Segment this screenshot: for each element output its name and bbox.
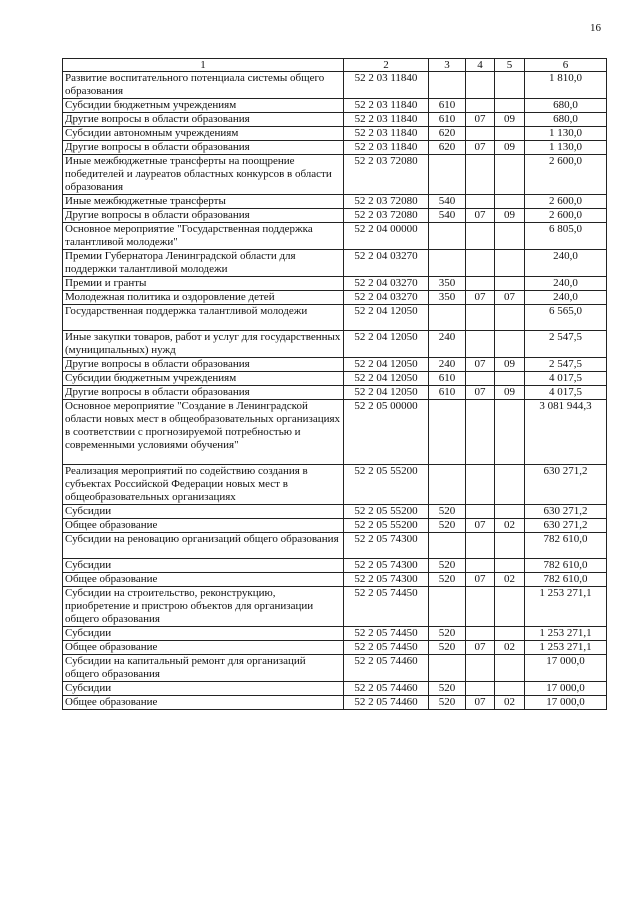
row-amount: 6 565,0 (525, 305, 607, 331)
row-subsection (495, 195, 525, 209)
table-row (63, 331, 607, 358)
table-row (63, 372, 607, 386)
row-name: Основное мероприятие "Государственная поддержка талантливой молодежи" (63, 223, 344, 250)
column-header-subsection: 5 (495, 59, 525, 72)
row-subsection (495, 99, 525, 113)
row-target-code: 52 2 03 11840 (344, 72, 429, 99)
row-expense-type (429, 533, 466, 559)
row-subsection: 09 (495, 209, 525, 223)
row-expense-type (429, 587, 466, 627)
row-name: Премии и гранты (63, 277, 344, 291)
row-expense-type (429, 72, 466, 99)
row-amount: 1 253 271,1 (525, 587, 607, 627)
row-subsection: 02 (495, 519, 525, 533)
row-amount: 3 081 944,3 (525, 400, 607, 465)
table-row (63, 682, 607, 696)
table-row (63, 519, 607, 533)
row-target-code: 52 2 05 74300 (344, 533, 429, 559)
row-name: Другие вопросы в области образования (63, 113, 344, 127)
row-section: 07 (466, 696, 495, 710)
table-row (63, 223, 607, 250)
row-name: Государственная поддержка талантливой молодежи (63, 305, 344, 331)
row-amount: 1 130,0 (525, 141, 607, 155)
row-subsection (495, 505, 525, 519)
row-section (466, 305, 495, 331)
row-subsection (495, 223, 525, 250)
row-subsection: 02 (495, 641, 525, 655)
row-name: Другие вопросы в области образования (63, 386, 344, 400)
row-amount: 782 610,0 (525, 533, 607, 559)
row-target-code: 52 2 05 55200 (344, 465, 429, 505)
row-section (466, 331, 495, 358)
row-expense-type: 240 (429, 358, 466, 372)
column-header-target-code: 2 (344, 59, 429, 72)
row-target-code: 52 2 05 74460 (344, 655, 429, 682)
row-target-code: 52 2 05 74460 (344, 696, 429, 710)
row-section (466, 400, 495, 465)
row-name: Субсидии бюджетным учреждениям (63, 99, 344, 113)
row-target-code: 52 2 04 12050 (344, 331, 429, 358)
row-target-code: 52 2 05 74300 (344, 573, 429, 587)
row-target-code: 52 2 03 11840 (344, 127, 429, 141)
row-section (466, 127, 495, 141)
row-expense-type (429, 250, 466, 277)
row-expense-type: 350 (429, 277, 466, 291)
row-amount: 6 805,0 (525, 223, 607, 250)
row-name: Субсидии (63, 559, 344, 573)
row-amount: 17 000,0 (525, 696, 607, 710)
row-expense-type (429, 655, 466, 682)
table-row (63, 627, 607, 641)
row-section (466, 533, 495, 559)
row-subsection: 02 (495, 696, 525, 710)
row-name: Субсидии (63, 682, 344, 696)
row-target-code: 52 2 05 74300 (344, 559, 429, 573)
row-subsection (495, 465, 525, 505)
row-name: Субсидии на реновацию организаций общего образования (63, 533, 344, 559)
row-section (466, 587, 495, 627)
row-name: Субсидии (63, 627, 344, 641)
row-expense-type: 520 (429, 696, 466, 710)
row-amount: 782 610,0 (525, 559, 607, 573)
row-section (466, 250, 495, 277)
row-amount: 240,0 (525, 250, 607, 277)
row-name: Молодежная политика и оздоровление детей (63, 291, 344, 305)
table-row (63, 141, 607, 155)
row-section (466, 465, 495, 505)
row-name: Другие вопросы в области образования (63, 358, 344, 372)
table-row (63, 358, 607, 372)
table-row (63, 155, 607, 195)
row-amount: 2 600,0 (525, 195, 607, 209)
row-amount: 17 000,0 (525, 682, 607, 696)
row-expense-type: 540 (429, 209, 466, 223)
table-row (63, 250, 607, 277)
table-row (63, 465, 607, 505)
row-subsection (495, 682, 525, 696)
row-subsection: 02 (495, 573, 525, 587)
row-section: 07 (466, 358, 495, 372)
page-number: 16 (590, 22, 601, 34)
row-amount: 2 547,5 (525, 331, 607, 358)
table-row (63, 533, 607, 559)
row-section (466, 559, 495, 573)
row-subsection (495, 372, 525, 386)
row-section: 07 (466, 573, 495, 587)
row-amount: 2 547,5 (525, 358, 607, 372)
row-expense-type: 520 (429, 519, 466, 533)
row-target-code: 52 2 05 55200 (344, 505, 429, 519)
row-amount: 2 600,0 (525, 209, 607, 223)
row-target-code: 52 2 04 03270 (344, 250, 429, 277)
row-name: Субсидии на строительство, реконструкцию, приобретение и пристрою объектов для организации общего образования (63, 587, 344, 627)
row-name: Иные межбюджетные трансферты (63, 195, 344, 209)
row-section: 07 (466, 291, 495, 305)
column-header-amount: 6 (525, 59, 607, 72)
row-amount: 4 017,5 (525, 386, 607, 400)
row-subsection (495, 587, 525, 627)
row-expense-type (429, 465, 466, 505)
row-expense-type: 620 (429, 141, 466, 155)
table-row (63, 291, 607, 305)
row-expense-type: 520 (429, 627, 466, 641)
row-target-code: 52 2 04 12050 (344, 372, 429, 386)
table-row (63, 195, 607, 209)
row-subsection (495, 250, 525, 277)
table-header-row (63, 59, 607, 72)
row-subsection (495, 331, 525, 358)
row-target-code: 52 2 04 12050 (344, 358, 429, 372)
row-section: 07 (466, 141, 495, 155)
row-subsection (495, 627, 525, 641)
row-target-code: 52 2 04 00000 (344, 223, 429, 250)
row-target-code: 52 2 04 03270 (344, 277, 429, 291)
row-subsection: 07 (495, 291, 525, 305)
row-name: Субсидии (63, 505, 344, 519)
row-subsection: 09 (495, 358, 525, 372)
row-expense-type: 520 (429, 641, 466, 655)
row-amount: 17 000,0 (525, 655, 607, 682)
row-amount: 240,0 (525, 291, 607, 305)
row-name: Общее образование (63, 573, 344, 587)
row-section: 07 (466, 641, 495, 655)
row-section: 07 (466, 209, 495, 223)
row-target-code: 52 2 05 55200 (344, 519, 429, 533)
row-target-code: 52 2 05 74450 (344, 587, 429, 627)
budget-table (62, 58, 607, 710)
table-row (63, 655, 607, 682)
row-name: Субсидии автономным учреждениям (63, 127, 344, 141)
table-row (63, 113, 607, 127)
row-target-code: 52 2 03 72080 (344, 195, 429, 209)
row-target-code: 52 2 03 11840 (344, 99, 429, 113)
row-subsection (495, 72, 525, 99)
table-row (63, 99, 607, 113)
row-expense-type: 520 (429, 573, 466, 587)
row-name: Другие вопросы в области образования (63, 209, 344, 223)
table-row (63, 696, 607, 710)
row-subsection (495, 127, 525, 141)
row-target-code: 52 2 03 72080 (344, 209, 429, 223)
row-section (466, 99, 495, 113)
row-expense-type (429, 400, 466, 465)
table-body (63, 72, 607, 710)
row-name: Премии Губернатора Ленинградской области для поддержки талантливой молодежи (63, 250, 344, 277)
row-section: 07 (466, 386, 495, 400)
row-target-code: 52 2 05 74450 (344, 627, 429, 641)
table-row (63, 386, 607, 400)
row-name: Иные межбюджетные трансферты на поощрение победителей и лауреатов областных конкурсов в области образования (63, 155, 344, 195)
row-expense-type (429, 305, 466, 331)
row-target-code: 52 2 04 12050 (344, 386, 429, 400)
row-name: Реализация мероприятий по содействию создания в субъектах Российской Федерации новых мест в общеобразовательных организациях (63, 465, 344, 505)
row-section (466, 72, 495, 99)
row-name: Развитие воспитательного потенциала системы общего образования (63, 72, 344, 99)
table-row (63, 72, 607, 99)
row-subsection (495, 400, 525, 465)
row-name: Общее образование (63, 519, 344, 533)
row-expense-type: 610 (429, 113, 466, 127)
row-expense-type: 610 (429, 99, 466, 113)
row-expense-type: 520 (429, 505, 466, 519)
row-amount: 630 271,2 (525, 505, 607, 519)
row-expense-type: 620 (429, 127, 466, 141)
row-section (466, 655, 495, 682)
row-subsection (495, 533, 525, 559)
row-section (466, 372, 495, 386)
row-expense-type: 240 (429, 331, 466, 358)
row-expense-type: 540 (429, 195, 466, 209)
table-row (63, 573, 607, 587)
row-amount: 4 017,5 (525, 372, 607, 386)
row-target-code: 52 2 03 11840 (344, 113, 429, 127)
row-target-code: 52 2 04 03270 (344, 291, 429, 305)
table-row (63, 587, 607, 627)
row-subsection (495, 277, 525, 291)
row-name: Общее образование (63, 696, 344, 710)
row-amount: 680,0 (525, 99, 607, 113)
row-section: 07 (466, 519, 495, 533)
table-row (63, 641, 607, 655)
row-amount: 2 600,0 (525, 155, 607, 195)
row-target-code: 52 2 04 12050 (344, 305, 429, 331)
row-amount: 1 810,0 (525, 72, 607, 99)
row-expense-type: 520 (429, 682, 466, 696)
table-row (63, 277, 607, 291)
table-row (63, 400, 607, 465)
row-subsection (495, 155, 525, 195)
row-section (466, 195, 495, 209)
row-subsection: 09 (495, 386, 525, 400)
row-amount: 630 271,2 (525, 465, 607, 505)
row-expense-type: 610 (429, 386, 466, 400)
row-target-code: 52 2 05 00000 (344, 400, 429, 465)
row-section (466, 627, 495, 641)
row-section (466, 682, 495, 696)
table-row (63, 559, 607, 573)
table-row (63, 305, 607, 331)
row-name: Субсидии на капитальный ремонт для организаций общего образования (63, 655, 344, 682)
row-subsection (495, 305, 525, 331)
row-target-code: 52 2 03 72080 (344, 155, 429, 195)
row-expense-type: 350 (429, 291, 466, 305)
column-header-section: 4 (466, 59, 495, 72)
row-expense-type: 610 (429, 372, 466, 386)
row-expense-type: 520 (429, 559, 466, 573)
table-row (63, 505, 607, 519)
row-amount: 240,0 (525, 277, 607, 291)
row-name: Общее образование (63, 641, 344, 655)
row-subsection (495, 655, 525, 682)
row-subsection (495, 559, 525, 573)
row-amount: 782 610,0 (525, 573, 607, 587)
row-section (466, 223, 495, 250)
row-section (466, 155, 495, 195)
row-name: Основное мероприятие "Создание в Ленинградской области новых мест в общеобразовательных организациях в соответствии с прогнозируемой потребностью и современными условиями обучения" (63, 400, 344, 465)
row-target-code: 52 2 05 74450 (344, 641, 429, 655)
row-section (466, 505, 495, 519)
row-section: 07 (466, 113, 495, 127)
row-amount: 1 253 271,1 (525, 641, 607, 655)
row-amount: 680,0 (525, 113, 607, 127)
row-subsection: 09 (495, 141, 525, 155)
table-row (63, 127, 607, 141)
row-name: Субсидии бюджетным учреждениям (63, 372, 344, 386)
row-subsection: 09 (495, 113, 525, 127)
row-amount: 1 253 271,1 (525, 627, 607, 641)
row-amount: 630 271,2 (525, 519, 607, 533)
row-expense-type (429, 223, 466, 250)
column-header-name: 1 (63, 59, 344, 72)
row-target-code: 52 2 05 74460 (344, 682, 429, 696)
row-amount: 1 130,0 (525, 127, 607, 141)
table-row (63, 209, 607, 223)
row-target-code: 52 2 03 11840 (344, 141, 429, 155)
row-expense-type (429, 155, 466, 195)
row-name: Другие вопросы в области образования (63, 141, 344, 155)
column-header-expense-type: 3 (429, 59, 466, 72)
row-name: Иные закупки товаров, работ и услуг для государственных (муниципальных) нужд (63, 331, 344, 358)
row-section (466, 277, 495, 291)
